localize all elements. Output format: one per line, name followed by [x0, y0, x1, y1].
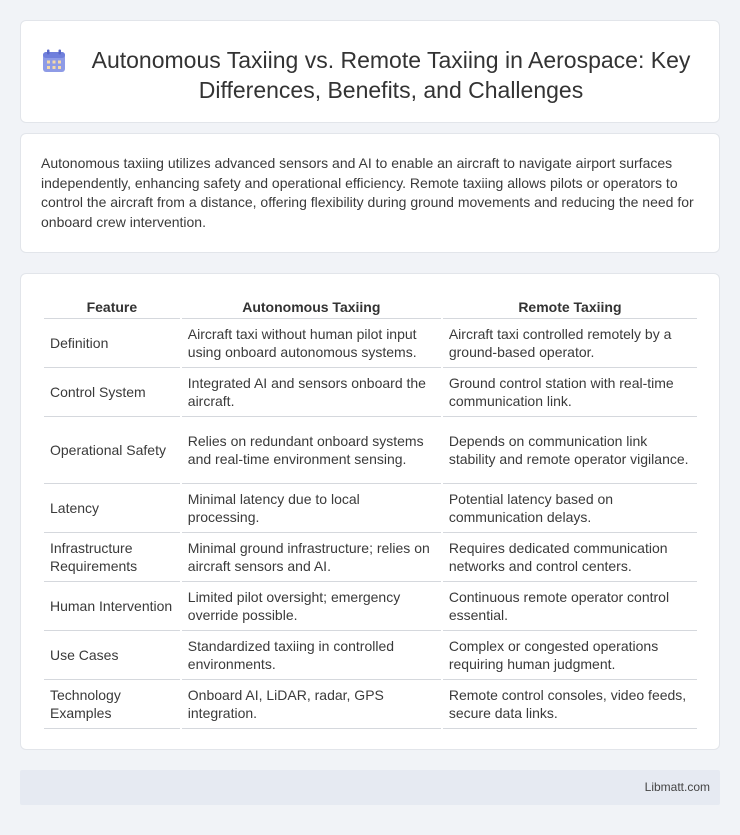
feature-cell: Definition [44, 319, 180, 368]
comparison-card [20, 273, 720, 750]
footer-bar [20, 770, 720, 805]
table-row [44, 533, 697, 582]
remote-cell: Ground control station with real-time communication link. [443, 368, 697, 417]
comparison-table [42, 295, 699, 729]
title-card [20, 20, 720, 123]
remote-cell: Complex or congested operations requiring human judgment. [443, 631, 697, 680]
table-row [44, 582, 697, 631]
table-row [44, 368, 697, 417]
table-row [44, 680, 697, 729]
remote-cell: Requires dedicated communication networks and control centers. [443, 533, 697, 582]
feature-cell: Control System [44, 368, 180, 417]
table-row [44, 484, 697, 533]
feature-cell: Latency [44, 484, 180, 533]
page-title: Autonomous Taxiing vs. Remote Taxiing in Aerospace: Key Differences, Benefits, and Challenges [91, 47, 691, 103]
autonomous-cell: Onboard AI, LiDAR, radar, GPS integration. [182, 680, 441, 729]
table-row [44, 631, 697, 680]
feature-cell: Use Cases [44, 631, 180, 680]
table-header-row [44, 295, 697, 319]
feature-cell: Infrastructure Requirements [44, 533, 180, 582]
calendar-icon [41, 48, 67, 74]
autonomous-cell: Integrated AI and sensors onboard the aircraft. [182, 368, 441, 417]
table-row [44, 417, 697, 484]
feature-cell: Operational Safety [44, 417, 180, 484]
header-feature: Feature [44, 295, 180, 319]
feature-cell: Human Intervention [44, 582, 180, 631]
autonomous-cell: Limited pilot oversight; emergency override possible. [182, 582, 441, 631]
table-row [44, 319, 697, 368]
intro-paragraph: Autonomous taxiing utilizes advanced sensors and AI to enable an aircraft to navigate airport surfaces independently, enhancing safety and operational efficiency. Remote taxiing allows pilots or operators to control the aircraft from a distance, offering flexibility during ground movements and reducing the need for onboard crew intervention. [41, 155, 694, 230]
remote-cell: Depends on communication link stability and remote operator vigilance. [443, 417, 697, 484]
header-autonomous: Autonomous Taxiing [182, 295, 441, 319]
footer-site-link[interactable]: Libmatt.com [644, 780, 710, 794]
remote-cell: Remote control consoles, video feeds, secure data links. [443, 680, 697, 729]
title-wrap [21, 21, 719, 105]
autonomous-cell: Standardized taxiing in controlled environments. [182, 631, 441, 680]
remote-cell: Continuous remote operator control essential. [443, 582, 697, 631]
autonomous-cell: Aircraft taxi without human pilot input using onboard autonomous systems. [182, 319, 441, 368]
feature-cell: Technology Examples [44, 680, 180, 729]
autonomous-cell: Minimal ground infrastructure; relies on aircraft sensors and AI. [182, 533, 441, 582]
autonomous-cell: Relies on redundant onboard systems and real-time environment sensing. [182, 417, 441, 484]
remote-cell: Aircraft taxi controlled remotely by a ground-based operator. [443, 319, 697, 368]
header-remote: Remote Taxiing [443, 295, 697, 319]
intro-card [20, 133, 720, 253]
autonomous-cell: Minimal latency due to local processing. [182, 484, 441, 533]
remote-cell: Potential latency based on communication delays. [443, 484, 697, 533]
